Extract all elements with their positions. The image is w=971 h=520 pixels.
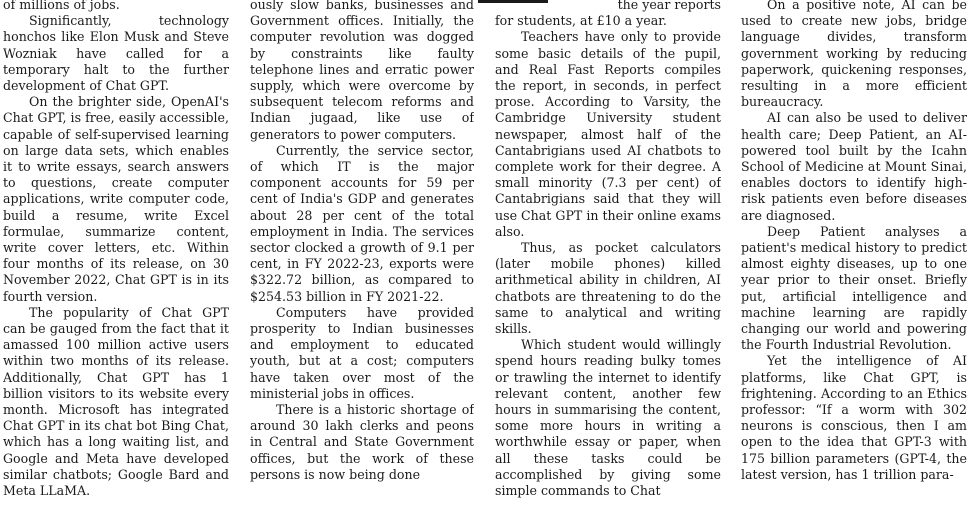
paragraph: On the brighter side, OpenAI's Chat GPT, is free, easily accessible, capable of self-supervised learning on large data sets, which enables it to write essays, search answers to questions, create computer applications, write computer code, build a resume, write Excel formulae, summarize content, write cover letters, etc. Within four months of its release, on 30 November 2022, Chat GPT is in its fourth version.	[3, 94, 229, 304]
article-column-2	[250, 0, 474, 520]
paragraph: ously slow banks, businesses and Government offices. Initially, the computer revolution was dogged by constraints like faulty telephone lines and erratic power supply, which were overcome by subsequent telecom reforms and Indian jugaad, like use of generators to power computers.	[250, 0, 474, 142]
paragraph: Yet the intelligence of AI platforms, like Chat GPT, is frightening. According to an Ethics professor: “If a worm with 302 neurons is conscious, then I am open to the idea that GPT-3 with 175 billion parameters (GPT-4, the latest version, has 1 trillion para-	[741, 353, 967, 482]
paragraph: Currently, the service sector, of which IT is the major component accounts for 59 per cent of India's GDP and generates about 28 per cent of the total employment in India. The services sector clocked a growth of 9.1 per cent, in FY 2022-23, exports were $322.72 billion, as compared to $254.53 billion in FY 2021-22.	[250, 142, 474, 304]
paragraph: Thus, as pocket calculators (later mobile phones) killed arithmetical ability in children, AI chatbots are threatening to do the same to analytical and writing skills.	[495, 240, 721, 337]
article-column-3	[495, 0, 721, 520]
paragraph: Deep Patient analyses a patient's medical history to predict almost eighty diseases, up to one year prior to their onset. Briefly put, artificial intelligence and machine learning are rapidly changing our world and powering the Fourth Industrial Revolution.	[741, 223, 967, 353]
paragraph: for students, at £10 a year.	[495, 13, 667, 29]
paragraph: On a positive note, AI can be used to create new jobs, bridge language divides, transform government working by reducing paperwork, quickening responses, resulting in a more efficient bureaucracy.	[741, 0, 967, 110]
paragraph: AI can also be used to deliver health care; Deep Patient, an AI-powered tool built by the Icahn School of Medicine at Mount Sinai, enables doctors to identify high-risk patients even before diseases are diagnosed.	[741, 110, 967, 223]
paragraph: of millions of jobs.	[3, 0, 120, 12]
article-column-4	[741, 0, 967, 520]
paragraph: Significantly, technology honchos like Elon Musk and Steve Wozniak have called for a temporary halt to the further development of Chat GPT.	[3, 13, 229, 94]
paragraph: There is a historic shortage of around 30 lakh clerks and peons in Central and State Government offices, but the work of these persons is now being done	[250, 402, 474, 482]
paragraph: Which student would willingly spend hours reading bulky tomes or trawling the internet to identify relevant content, another few hours in summarising the content, some more hours in writing a worthwhile essay or paper, when all these tasks could be accomplished by giving some simple commands to Chat	[495, 337, 721, 499]
paragraph: The popularity of Chat GPT can be gauged from the fact that it amassed 100 million active users within two months of its release. Additionally, Chat GPT has 1 billion visitors to its website every month. Microsoft has integrated Chat GPT in its chat bot Bing Chat, which has a long waiting list, and Google and Meta have developed similar chatbots; Google Bard and Meta LLaMA.	[3, 304, 229, 499]
paragraph: Computers have provided prosperity to Indian businesses and employment to educated youth, but at a cost; computers have taken over most of the ministerial jobs in offices.	[250, 304, 474, 401]
paragraph: Teachers have only to provide some basic details of the pupil, and Real Fast Reports compiles the report, in seconds, in perfect prose. According to Varsity, the Cambridge University student newspaper, almost half of the Cantabrigians used AI chatbots to complete work for their degree. A small minority (7.3 per cent) of Cantabrigians said that they will use Chat GPT in their online exams also.	[495, 29, 721, 239]
paragraph: the year reports	[617, 0, 721, 12]
article-column-1	[3, 0, 229, 520]
